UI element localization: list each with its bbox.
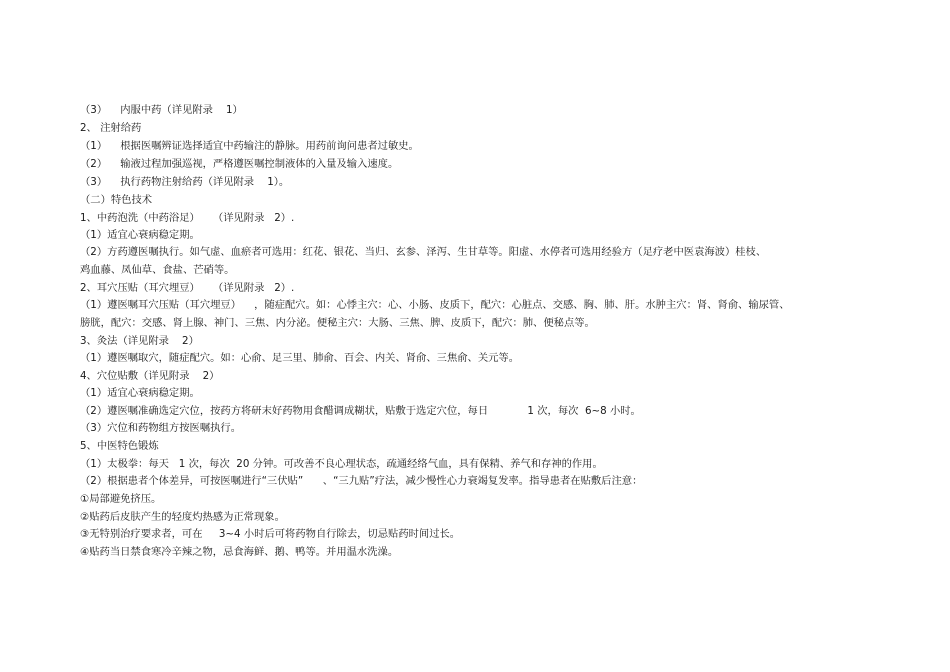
heading-moxibustion: 3、灸法（详见附录 2） <box>80 335 199 347</box>
foot-bath-item-2: （2）方药遵医嘱执行。如气虚、血瘀者可选用：红花、银花、当归、玄参、泽泻、生甘草等。阳虚、水停者可选用经验方（足疗老中医袁海波）桂枝、 <box>80 246 767 258</box>
application-item-3: （3）穴位和药物组方按医嘱执行。 <box>80 422 242 434</box>
ear-acupoint-item-1-cont: 膀胱，配穴：交感、肾上腺、神门、三焦、内分泌。便秘主穴：大肠、三焦、脾、皮质下，配穴：肺、便秘点等。 <box>80 317 595 329</box>
ear-acupoint-item-1: （1）遵医嘱耳穴压贴（耳穴埋豆） ，随症配穴。如：心悸主穴：心、小肠、皮质下，配穴：心脏点、交感、胸、肺、肝。水肿主穴：肾、肾俞、输尿管、 <box>80 299 790 311</box>
foot-bath-item-2-cont: 鸡血藤、凤仙草、食盐、芒硝等。 <box>80 264 235 276</box>
heading-acupoint-application: 4、穴位贴敷（详见附录 2） <box>80 370 220 382</box>
exercise-item-2: （2）根据患者个体差异，可按医嘱进行“三伏贴” 、“三九贴”疗法，减少慢性心力衰竭复发率。指导患者在贴敷后注意： <box>80 475 643 487</box>
injection-item-1: （1） 根据医嘱辨证选择适宜中药输注的静脉。用药前询问患者过敏史。 <box>80 140 419 152</box>
section-heading-special-techniques: （二）特色技术 <box>80 194 153 206</box>
note-4: ④贴药当日禁食寒冷辛辣之物，忌食海鲜、鹅、鸭等。并用温水洗澡。 <box>80 546 399 558</box>
note-2: ②贴药后皮肤产生的轻度灼热感为正常现象。 <box>80 511 285 523</box>
application-item-2: （2）遵医嘱准确选定穴位，按药方将研末好药物用食醋调成糊状，贴敷于选定穴位，每日 1 次，每次 6~8 小时。 <box>80 405 641 417</box>
foot-bath-item-1: （1）适宜心衰病稳定期。 <box>80 229 200 241</box>
injection-item-2: （2） 输液过程加强巡视，严格遵医嘱控制液体的入量及输入速度。 <box>80 158 399 170</box>
moxibustion-item-1: （1）遵医嘱取穴，随症配穴。如：心俞、足三里、肺俞、百会、内关、肾俞、三焦俞、关元等。 <box>80 352 520 364</box>
note-3: ③无特别治疗要求者，可在 3~4 小时后可将药物自行除去，切忌贴药时间过长。 <box>80 528 461 540</box>
application-item-1: （1）适宜心衰病稳定期。 <box>80 387 200 399</box>
heading-ear-acupoint: 2、耳穴压贴（耳穴埋豆） （详见附录 2）. <box>80 282 295 294</box>
injection-item-3: （3） 执行药物注射给药（详见附录 1）。 <box>80 176 290 188</box>
exercise-item-1: （1）太极拳：每天 1 次，每次 20 分钟。可改善不良心理状态，疏通经络气血，具有保精、养气和存神的作用。 <box>80 458 603 470</box>
item-3-oral-medicine: （3） 内服中药（详见附录 1） <box>80 104 243 116</box>
heading-injection: 2、 注射给药 <box>80 122 142 134</box>
heading-herbal-foot-bath: 1、中药泡洗（中药浴足） （详见附录 2）. <box>80 212 295 224</box>
note-1: ①局部避免挤压。 <box>80 493 162 505</box>
heading-tcm-exercise: 5、中医特色锻炼 <box>80 440 159 452</box>
